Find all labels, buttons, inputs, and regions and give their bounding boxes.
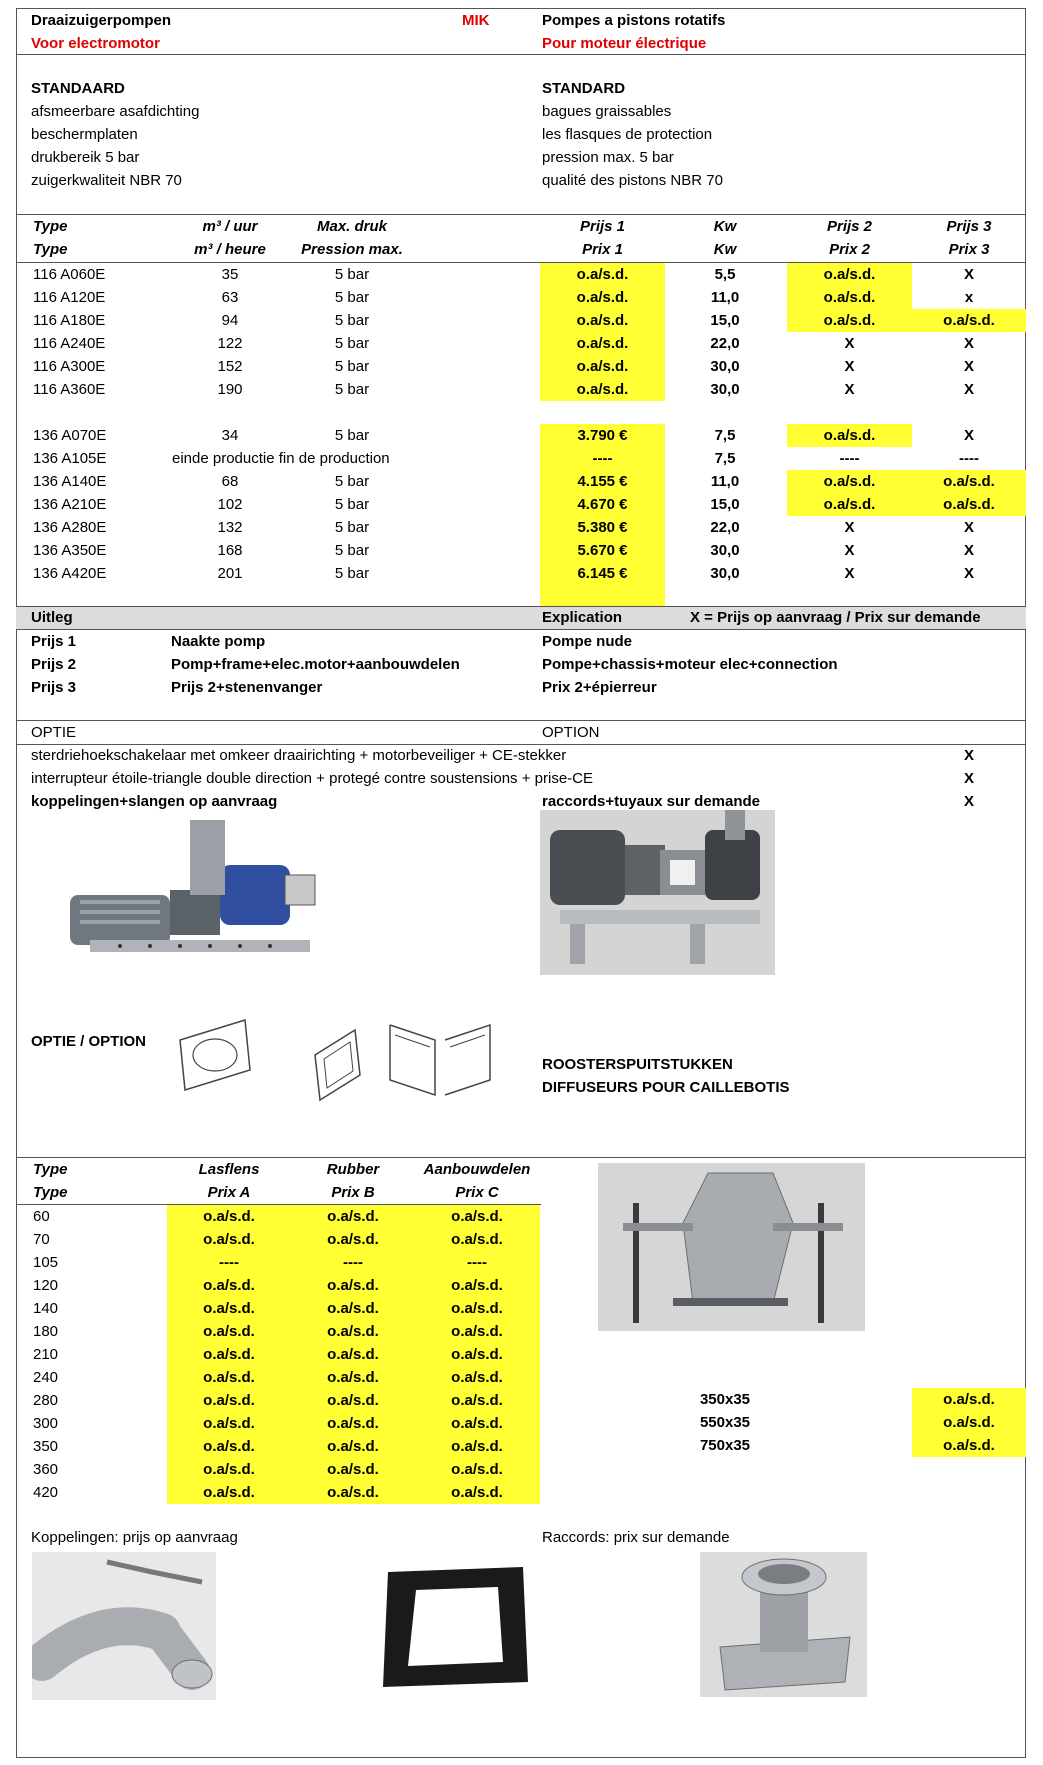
pump-price1: o.a/s.d. [576,312,629,329]
price-desc-nl: Pomp+frame+elec.motor+aanbouwdelen [171,656,460,673]
flange-header-a: Lasflens [198,1161,260,1178]
flange-price-a: o.a/s.d. [203,1277,255,1294]
pump-price1: 4.155 € [577,473,628,490]
pump-flow: 63 [221,289,239,306]
subtitle-nl: Voor electromotor [31,35,160,52]
pump-type: 116 A180E [33,312,106,329]
flange-price-b: o.a/s.d. [327,1208,379,1225]
pump-price1: 6.145 € [577,565,628,582]
flange-price-b: o.a/s.d. [327,1461,379,1478]
pump-price1: o.a/s.d. [576,289,629,306]
diffuser-size: 350x35 [699,1391,751,1408]
pump-flow: 152 [217,358,243,375]
option2-label: OPTIE / OPTION [31,1033,147,1050]
flange-price-c: o.a/s.d. [451,1323,503,1340]
pump-price1: 5.670 € [577,542,628,559]
pump-flow: 190 [217,381,243,398]
standard-heading-nl: STANDAARD [31,80,125,97]
flange-price-b: o.a/s.d. [327,1346,379,1363]
col-header-price3: Prijs 3 [946,218,992,235]
flange-price-c: o.a/s.d. [451,1369,503,1386]
pump-flow: 102 [217,496,243,513]
pump-type: 116 A120E [33,289,106,306]
pump-price2: ---- [839,450,860,467]
standard-heading-fr: STANDARD [542,80,626,97]
pump-kw: 30,0 [710,358,740,375]
pump-pressure: 5 bar [334,358,370,375]
flange-type: 300 [33,1415,59,1432]
pump-price1: o.a/s.d. [576,381,629,398]
title-nl: Draaizuigerpompen [31,12,172,29]
pump-flow: 122 [217,335,243,352]
rubber-gasket-photo [378,1562,533,1690]
standard-line-fr: les flasques de protection [542,126,713,143]
pump-price2: o.a/s.d. [823,496,876,513]
flange-price-c: o.a/s.d. [451,1415,503,1432]
price-desc-fr: Prix 2+épierreur [542,679,657,696]
plate-drawing [310,1025,365,1105]
pump-pressure: 5 bar [334,335,370,352]
flange-header-a-fr: Prix A [207,1184,251,1201]
price-desc-fr: Pompe nude [542,633,633,650]
flange-header-type: Type [33,1161,68,1178]
flange-price-a: ---- [219,1254,239,1271]
pump-with-motor-photo [60,815,330,965]
option-mark: X [963,770,974,787]
flange-price-b: o.a/s.d. [327,1323,379,1340]
flange-price-a: o.a/s.d. [203,1461,255,1478]
pump-price2: X [844,519,855,536]
subtitle-fr: Pour moteur électrique [542,35,707,52]
pump-type: 116 A300E [33,358,106,375]
col-header-price2-fr: Prix 2 [829,241,870,258]
pump-price2: o.a/s.d. [823,266,876,283]
couplings-nl: Koppelingen: prijs op aanvraag [31,1529,238,1546]
pump-price3: o.a/s.d. [943,473,995,490]
col-header-kw-fr: Kw [713,241,737,258]
option-line: interrupteur étoile-triangle double direction + protegé contre soustensions + prise-CE [31,770,593,787]
price-key: Prijs 2 [31,656,77,673]
pump-price2: o.a/s.d. [823,473,876,490]
option-line: sterdriehoekschakelaar met omkeer draairichting + motorbeveiliger + CE-stekker [31,747,567,764]
pump-price2: o.a/s.d. [823,427,876,444]
col-header-price1: Prijs 1 [579,218,626,235]
flange-price-a: o.a/s.d. [203,1369,255,1386]
pump-flow: 34 [221,427,239,444]
pump-price3: X [963,519,974,536]
standard-line-nl: zuigerkwaliteit NBR 70 [31,172,182,189]
pump-kw: 5,5 [714,266,736,283]
pump-price3: X [963,381,974,398]
flange-price-c: o.a/s.d. [451,1461,503,1478]
pump-pressure: 5 bar [334,542,370,559]
pump-kw: 11,0 [710,473,740,490]
flange-price-a: o.a/s.d. [203,1323,255,1340]
pump-pressure: 5 bar [334,565,370,582]
raccord-photo [700,1552,867,1697]
option-title-fr: OPTION [542,724,600,741]
price-key: Prijs 1 [31,633,77,650]
flange-type: 140 [33,1300,59,1317]
pump-flow: 201 [217,565,243,582]
pump-flow: 132 [217,519,243,536]
flange-price-a: o.a/s.d. [203,1300,255,1317]
standard-line-nl: beschermplaten [31,126,138,143]
pump-pressure: 5 bar [334,519,370,536]
pump-pressure: 5 bar [334,473,370,490]
pump-type: 136 A105E [33,450,107,467]
flange-price-b: o.a/s.d. [327,1231,379,1248]
option-line-fr: raccords+tuyaux sur demande [542,793,761,810]
pump-flow: 168 [217,542,243,559]
pump-price3: o.a/s.d. [943,496,995,513]
flange-price-b: o.a/s.d. [327,1369,379,1386]
pump-frame-photo [540,810,775,975]
pump-flow: 35 [221,266,239,283]
flange-price-c: o.a/s.d. [451,1231,503,1248]
flange-type: 280 [33,1392,59,1409]
pump-type: 136 A140E [33,473,107,490]
option-title-nl: OPTIE [31,724,77,741]
flange-header-b-fr: Prix B [331,1184,375,1201]
col-header-price2: Prijs 2 [826,218,873,235]
flange-type: 420 [33,1484,59,1501]
pump-flow: 68 [221,473,239,490]
flange-type: 105 [33,1254,59,1271]
diffuser-size: 550x35 [699,1414,751,1431]
pump-type: 136 A210E [33,496,107,513]
flange-header-type-fr: Type [33,1184,68,1201]
flange-type: 60 [33,1208,50,1225]
flange-price-c: o.a/s.d. [451,1208,503,1225]
flange-type: 210 [33,1346,59,1363]
flange-price-b: o.a/s.d. [327,1392,379,1409]
explanation-title-fr: Explication [542,609,623,626]
standard-line-nl: drukbereik 5 bar [31,149,140,166]
pump-price3: X [963,335,974,352]
pump-pressure: 5 bar [334,312,370,329]
pump-kw: 22,0 [710,335,740,352]
flange-price-c: o.a/s.d. [451,1392,503,1409]
col-header-pressure: Max. druk [316,218,388,235]
diffuser-price: o.a/s.d. [943,1414,995,1431]
col-header-price3-fr: Prix 3 [948,241,990,258]
pump-pressure: 5 bar [334,381,370,398]
pump-kw: 22,0 [710,519,740,536]
pump-price3: o.a/s.d. [943,312,995,329]
pump-pressure: 5 bar [334,266,370,283]
pump-price1: 4.670 € [577,496,628,513]
col-header-type-fr: Type [33,241,68,258]
pump-price1: ---- [592,450,613,467]
price-desc-fr: Pompe+chassis+moteur elec+connection [542,656,838,673]
option2-title-fr: DIFFUSEURS POUR CAILLEBOTIS [542,1079,790,1096]
pump-type: 136 A280E [33,519,107,536]
flange-price-a: o.a/s.d. [203,1484,255,1501]
standard-line-fr: bagues graissables [542,103,672,120]
pump-price3: X [963,565,974,582]
gasket-drawing [175,1015,255,1093]
flange-price-c: o.a/s.d. [451,1277,503,1294]
flange-type: 240 [33,1369,59,1386]
pump-type: 116 A240E [33,335,106,352]
option-line-nl: koppelingen+slangen op aanvraag [31,793,278,810]
legend-text: X = Prijs op aanvraag / Prix sur demande [690,609,981,626]
flange-price-c: o.a/s.d. [451,1484,503,1501]
flange-price-a: o.a/s.d. [203,1231,255,1248]
pump-price2: X [844,565,855,582]
flange-price-a: o.a/s.d. [203,1438,255,1455]
col-header-flow-fr: m³ / heure [194,241,266,258]
pump-price2: X [844,358,855,375]
col-header-kw: Kw [713,218,737,235]
pump-price2: o.a/s.d. [823,312,876,329]
pump-price1: 5.380 € [577,519,628,536]
pump-price3: X [963,427,974,444]
standard-line-nl: afsmeerbare asafdichting [31,103,200,120]
diffuser-price: o.a/s.d. [943,1437,995,1454]
pump-price3: ---- [959,450,979,467]
explanation-title-nl: Uitleg [31,609,73,626]
col-header-price1-fr: Prix 1 [582,241,623,258]
flange-price-a: o.a/s.d. [203,1346,255,1363]
diffuser-photo [598,1163,865,1331]
pump-price3: x [964,289,974,306]
divider [16,54,1026,55]
pump-price2: o.a/s.d. [823,289,876,306]
price-desc-nl: Prijs 2+stenenvanger [171,679,323,696]
flange-price-c: ---- [467,1254,487,1271]
option2-title-nl: ROOSTERSPUITSTUKKEN [542,1056,733,1073]
flange-price-b: ---- [343,1254,363,1271]
flange-type: 360 [33,1461,59,1478]
flange-price-a: o.a/s.d. [203,1415,255,1432]
pump-type: 116 A060E [33,266,106,283]
pump-kw: 15,0 [710,312,740,329]
flange-header-c: Aanbouwdelen [423,1161,531,1178]
col-header-pressure-fr: Pression max. [301,241,403,258]
flange-header-b: Rubber [326,1161,380,1178]
price-desc-nl: Naakte pomp [171,633,266,650]
col-header-type: Type [33,218,68,235]
title-fr: Pompes a pistons rotatifs [542,12,726,29]
flange-price-c: o.a/s.d. [451,1346,503,1363]
flange-price-b: o.a/s.d. [327,1277,379,1294]
pump-kw: 30,0 [710,565,740,582]
pump-price2: X [844,542,855,559]
flange-type: 70 [33,1231,50,1248]
pump-pressure: 5 bar [334,289,370,306]
flange-price-a: o.a/s.d. [203,1208,255,1225]
pump-kw: 11,0 [710,289,740,306]
pump-price1: 3.790 € [577,427,628,444]
production-note: einde productie fin de production [172,450,390,467]
pump-type: 136 A070E [33,427,107,444]
pump-type: 116 A360E [33,381,106,398]
diffuser-size: 750x35 [699,1437,751,1454]
flange-price-b: o.a/s.d. [327,1438,379,1455]
flange-price-b: o.a/s.d. [327,1415,379,1432]
flange-price-c: o.a/s.d. [451,1300,503,1317]
diffuser-frame-drawing [385,1020,495,1102]
coupling-photo [32,1552,216,1700]
pump-type: 136 A420E [33,565,107,582]
col-header-flow: m³ / uur [202,218,258,235]
flange-header-c-fr: Prix C [455,1184,499,1201]
flange-type: 180 [33,1323,59,1340]
flange-type: 120 [33,1277,59,1294]
option-mark: X [963,793,974,810]
pump-price3: X [963,358,974,375]
pump-kw: 15,0 [710,496,740,513]
pump-kw: 7,5 [714,427,736,444]
pump-kw: 7,5 [714,450,736,467]
pump-price3: X [963,542,974,559]
divider [16,720,1026,721]
pump-price1: o.a/s.d. [576,335,629,352]
brand-label: MIK [462,12,490,29]
pump-type: 136 A350E [33,542,107,559]
diffuser-price: o.a/s.d. [943,1391,995,1408]
couplings-fr: Raccords: prix sur demande [542,1529,730,1546]
pump-price2: X [844,335,855,352]
pump-flow: 94 [221,312,239,329]
price-key: Prijs 3 [31,679,77,696]
pump-price3: X [963,266,974,283]
pump-kw: 30,0 [710,381,740,398]
flange-price-c: o.a/s.d. [451,1438,503,1455]
flange-price-a: o.a/s.d. [203,1392,255,1409]
pump-price1: o.a/s.d. [576,358,629,375]
standard-line-fr: qualité des pistons NBR 70 [542,172,723,189]
option-mark: X [963,747,974,764]
pump-kw: 30,0 [710,542,740,559]
flange-price-b: o.a/s.d. [327,1484,379,1501]
standard-line-fr: pression max. 5 bar [542,149,674,166]
pump-price2: X [844,381,855,398]
flange-type: 350 [33,1438,59,1455]
flange-price-b: o.a/s.d. [327,1300,379,1317]
pump-pressure: 5 bar [334,496,370,513]
pump-price1: o.a/s.d. [576,266,629,283]
pump-pressure: 5 bar [334,427,370,444]
